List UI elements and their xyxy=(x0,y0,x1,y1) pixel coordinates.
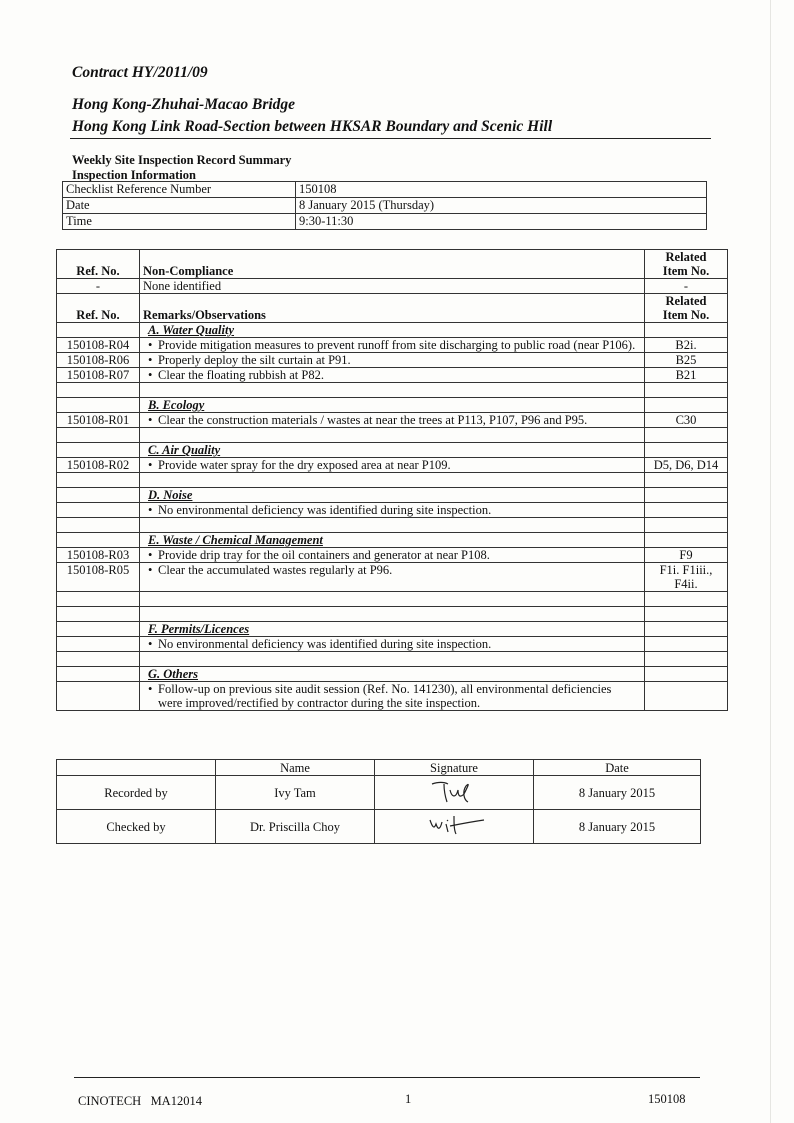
text-cell: • Provide water spray for the dry exposed area at near P109. xyxy=(140,458,645,473)
category-title: A. Water Quality xyxy=(140,323,645,338)
name-cell: Ivy Tam xyxy=(216,776,375,810)
info-row-time xyxy=(63,214,707,230)
page-number: 1 xyxy=(405,1092,412,1106)
footer-rule xyxy=(74,1077,700,1078)
item-header: Related Item No. xyxy=(645,250,728,279)
item-cell: F1i. F1iii., F4ii. xyxy=(645,563,728,592)
text-cell: None identified xyxy=(140,279,645,294)
table-row xyxy=(57,637,728,652)
ref-cell xyxy=(57,682,140,711)
noncompliance-header: Non-Compliance xyxy=(140,250,645,279)
date-header: Date xyxy=(534,760,701,776)
text-cell: • Clear the accumulated wastes regularly at P96. xyxy=(140,563,645,592)
item-cell: B25 xyxy=(645,353,728,368)
category-title: C. Air Quality xyxy=(140,443,645,458)
ref-cell: 150108-R04 xyxy=(57,338,140,353)
table-row xyxy=(57,682,728,711)
category-title: F. Permits/Licences xyxy=(140,622,645,637)
table-row xyxy=(57,563,728,592)
table-row xyxy=(57,368,728,383)
item-cell: B21 xyxy=(645,368,728,383)
contract-number: Contract HY/2011/09 xyxy=(72,64,208,81)
category-row-others xyxy=(57,667,728,682)
text-cell: • No environmental deficiency was identified during site inspection. xyxy=(140,503,645,518)
signature-mark xyxy=(414,810,494,840)
category-title: B. Ecology xyxy=(140,398,645,413)
ref-cell: 150108-R02 xyxy=(57,458,140,473)
ref-cell xyxy=(57,637,140,652)
blank-row xyxy=(57,652,728,667)
item-cell: B2i. xyxy=(645,338,728,353)
name-header: Name xyxy=(216,760,375,776)
item-cell: - xyxy=(645,279,728,294)
table-row xyxy=(57,338,728,353)
text-cell: • No environmental deficiency was identified during site inspection. xyxy=(140,637,645,652)
table-row xyxy=(57,548,728,563)
table-row xyxy=(57,353,728,368)
blank-row xyxy=(57,592,728,607)
ref-cell xyxy=(57,503,140,518)
blank-row xyxy=(57,518,728,533)
signature-mark xyxy=(414,776,494,806)
name-cell: Dr. Priscilla Choy xyxy=(216,810,375,844)
item-header: Related Item No. xyxy=(645,294,728,323)
table-row xyxy=(57,413,728,428)
role-cell: Recorded by xyxy=(57,776,216,810)
info-label: Checklist Reference Number xyxy=(63,182,296,198)
info-value: 9:30-11:30 xyxy=(296,214,707,230)
category-row-water xyxy=(57,323,728,338)
category-title: D. Noise xyxy=(140,488,645,503)
info-row-checklist xyxy=(63,182,707,198)
summary-title: Weekly Site Inspection Record Summary xyxy=(72,153,292,167)
ref-cell: - xyxy=(57,279,140,294)
signoff-row-recorded xyxy=(57,776,701,810)
signoff-row-checked xyxy=(57,810,701,844)
text-cell: • Clear the construction materials / wastes at near the trees at P113, P107, P96 and P95. xyxy=(140,413,645,428)
info-value: 8 January 2015 (Thursday) xyxy=(296,198,707,214)
remarks-header-row xyxy=(57,294,728,323)
signature-cell xyxy=(375,776,534,810)
item-cell xyxy=(645,637,728,652)
inspection-title: Inspection Information xyxy=(72,168,196,182)
noncompliance-row xyxy=(57,279,728,294)
category-row-noise xyxy=(57,488,728,503)
ref-header: Ref. No. xyxy=(57,250,140,279)
text-cell: • Provide mitigation measures to prevent runoff from site discharging to public road (near P106). xyxy=(140,338,645,353)
info-label: Time xyxy=(63,214,296,230)
role-cell: Checked by xyxy=(57,810,216,844)
blank-row xyxy=(57,428,728,443)
blank-row xyxy=(57,383,728,398)
signature-header: Signature xyxy=(375,760,534,776)
category-row-waste xyxy=(57,533,728,548)
date-cell: 8 January 2015 xyxy=(534,810,701,844)
inspection-info-table xyxy=(62,181,707,230)
item-cell xyxy=(645,503,728,518)
text-cell: • Clear the floating rubbish at P82. xyxy=(140,368,645,383)
category-row-air xyxy=(57,443,728,458)
ref-cell: 150108-R07 xyxy=(57,368,140,383)
info-row-date xyxy=(63,198,707,214)
ref-cell: 150108-R05 xyxy=(57,563,140,592)
info-label: Date xyxy=(63,198,296,214)
date-cell: 8 January 2015 xyxy=(534,776,701,810)
text-cell: • Properly deploy the silt curtain at P91. xyxy=(140,353,645,368)
ref-cell: 150108-R06 xyxy=(57,353,140,368)
ref-header: Ref. No. xyxy=(57,294,140,323)
remarks-table xyxy=(56,249,728,711)
category-row-ecology xyxy=(57,398,728,413)
remarks-header: Remarks/Observations xyxy=(140,294,645,323)
category-row-permits xyxy=(57,622,728,637)
table-row xyxy=(57,503,728,518)
info-value: 150108 xyxy=(296,182,707,198)
text-cell: • Follow-up on previous site audit session (Ref. No. 141230), all environmental deficiencies were improved/rectified by contractor during the site inspection. xyxy=(140,682,645,711)
item-cell: C30 xyxy=(645,413,728,428)
blank-row xyxy=(57,607,728,622)
category-title: G. Others xyxy=(140,667,645,682)
section-name: Hong Kong Link Road-Section between HKSAR Boundary and Scenic Hill xyxy=(72,118,553,135)
ref-cell: 150108-R01 xyxy=(57,413,140,428)
project-name: Hong Kong-Zhuhai-Macao Bridge xyxy=(72,96,296,113)
signoff-table xyxy=(56,759,701,844)
ref-cell: 150108-R03 xyxy=(57,548,140,563)
header-rule xyxy=(70,138,711,139)
signoff-header-row xyxy=(57,760,701,776)
footer-right: 150108 xyxy=(648,1092,686,1106)
item-cell xyxy=(645,682,728,711)
category-title: E. Waste / Chemical Management xyxy=(140,533,645,548)
table-row xyxy=(57,458,728,473)
text-cell: • Provide drip tray for the oil containers and generator at near P108. xyxy=(140,548,645,563)
footer-left: CINOTECH MA12014 xyxy=(78,1094,202,1108)
item-cell: D5, D6, D14 xyxy=(645,458,728,473)
blank-row xyxy=(57,473,728,488)
noncompliance-header-row xyxy=(57,250,728,279)
signature-cell xyxy=(375,810,534,844)
scan-edge xyxy=(770,0,771,1123)
item-cell: F9 xyxy=(645,548,728,563)
